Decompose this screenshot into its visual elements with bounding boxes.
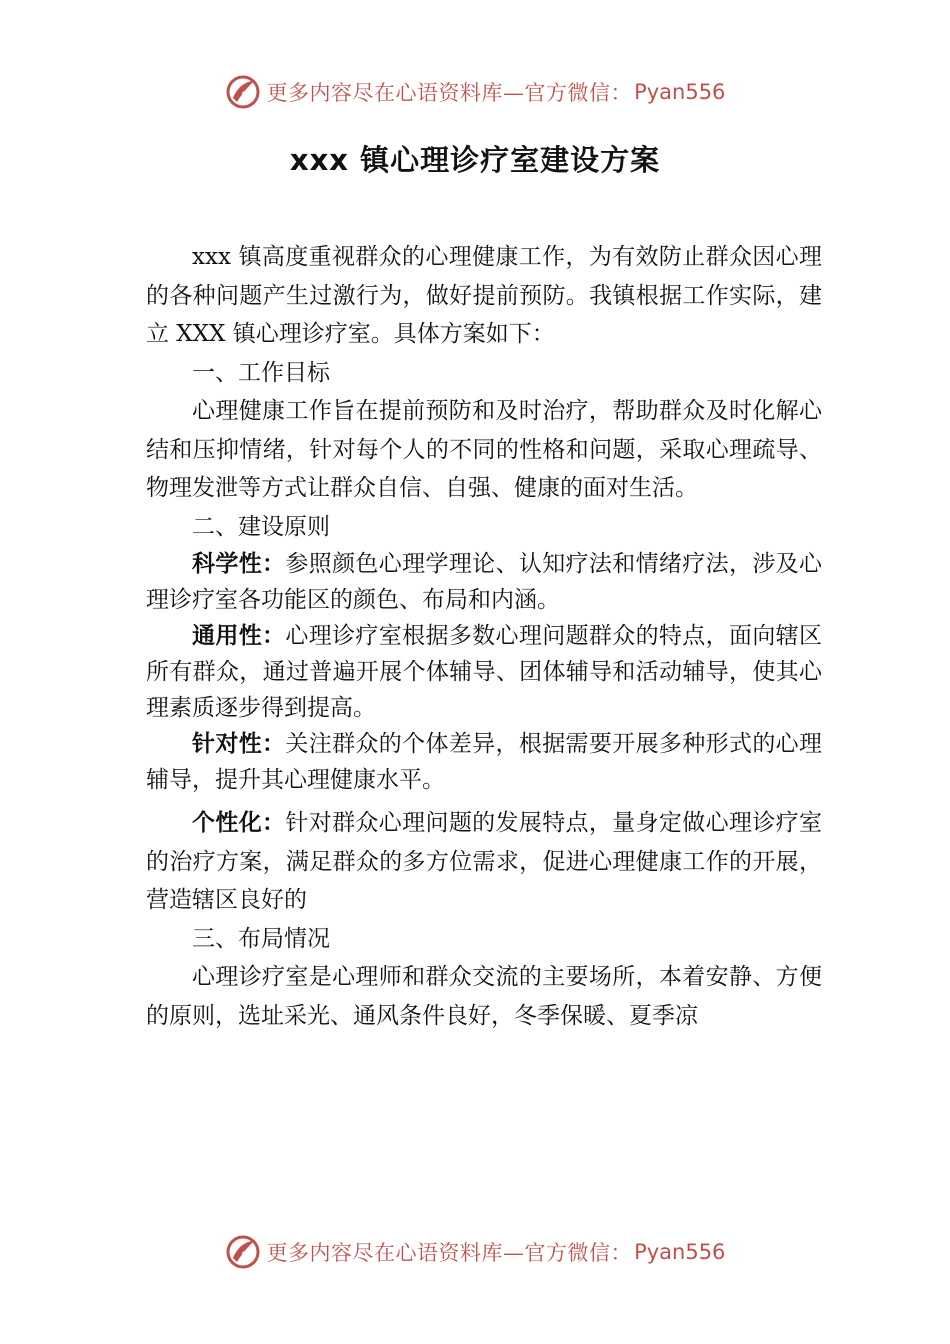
principle-text: 参照颜色心理学理论、认知疗法和情绪疗法，涉及心理诊疗室各功能区的颜色、布局和内涵。 bbox=[146, 551, 823, 613]
header-watermark bbox=[0, 72, 950, 112]
section-heading-layout: 三、布局情况 bbox=[192, 925, 330, 952]
principle-item bbox=[146, 726, 822, 798]
section-heading-goals: 一、工作目标 bbox=[192, 359, 330, 386]
principle-item bbox=[146, 618, 822, 726]
principle-item bbox=[146, 804, 822, 920]
section-heading-principles: 二、建设原则 bbox=[192, 513, 330, 540]
watermark-id: Pyan556 bbox=[634, 1240, 726, 1264]
principle-text: 针对群众心理问题的发展特点，量身定做心理诊疗室的治疗方案，满足群众的多方位需求，促进心理健康工作的开展，营造辖区良好的 bbox=[146, 810, 823, 913]
principle-text: 关注群众的个体差异，根据需要开展多种形式的心理辅导，提升其心理健康水平。 bbox=[146, 731, 823, 793]
principle-label: 科学性： bbox=[192, 551, 286, 577]
brand-logo-icon bbox=[225, 74, 261, 110]
intro-paragraph: xxx 镇高度重视群众的心理健康工作，为有效防止群众因心理的各种问题产生过激行为，做好提前预防。我镇根据工作实际，建立 XXX 镇心理诊疗室。具体方案如下： bbox=[146, 244, 822, 347]
footer-watermark bbox=[0, 1232, 950, 1272]
layout-paragraph: 心理诊疗室是心理师和群众交流的主要场所，本着安静、方便的原则，选址采光、通风条件良好，冬季保暖、夏季凉 bbox=[146, 964, 822, 1029]
goals-paragraph: 心理健康工作旨在提前预防和及时治疗，帮助群众及时化解心结和压抑情绪，针对每个人的不同的性格和问题，采取心理疏导、物理发泄等方式让群众自信、自强、健康的面对生活。 bbox=[146, 398, 822, 501]
principle-label: 针对性： bbox=[192, 731, 286, 757]
document-title: xxx 镇心理诊疗室建设方案 bbox=[289, 143, 661, 177]
principle-label: 个性化： bbox=[192, 810, 286, 836]
principle-item bbox=[146, 546, 822, 618]
watermark-text: 更多内容尽在心语资料库—官方微信： bbox=[266, 1241, 633, 1265]
brand-logo-icon bbox=[225, 1234, 261, 1270]
watermark-text: 更多内容尽在心语资料库—官方微信： bbox=[266, 81, 633, 105]
principle-label: 通用性： bbox=[192, 623, 286, 649]
watermark-id: Pyan556 bbox=[634, 80, 726, 104]
principle-text: 心理诊疗室根据多数心理问题群众的特点，面向辖区所有群众，通过普遍开展个体辅导、团体辅导和活动辅导，使其心理素质逐步得到提高。 bbox=[146, 623, 823, 721]
document-body bbox=[146, 238, 822, 1035]
